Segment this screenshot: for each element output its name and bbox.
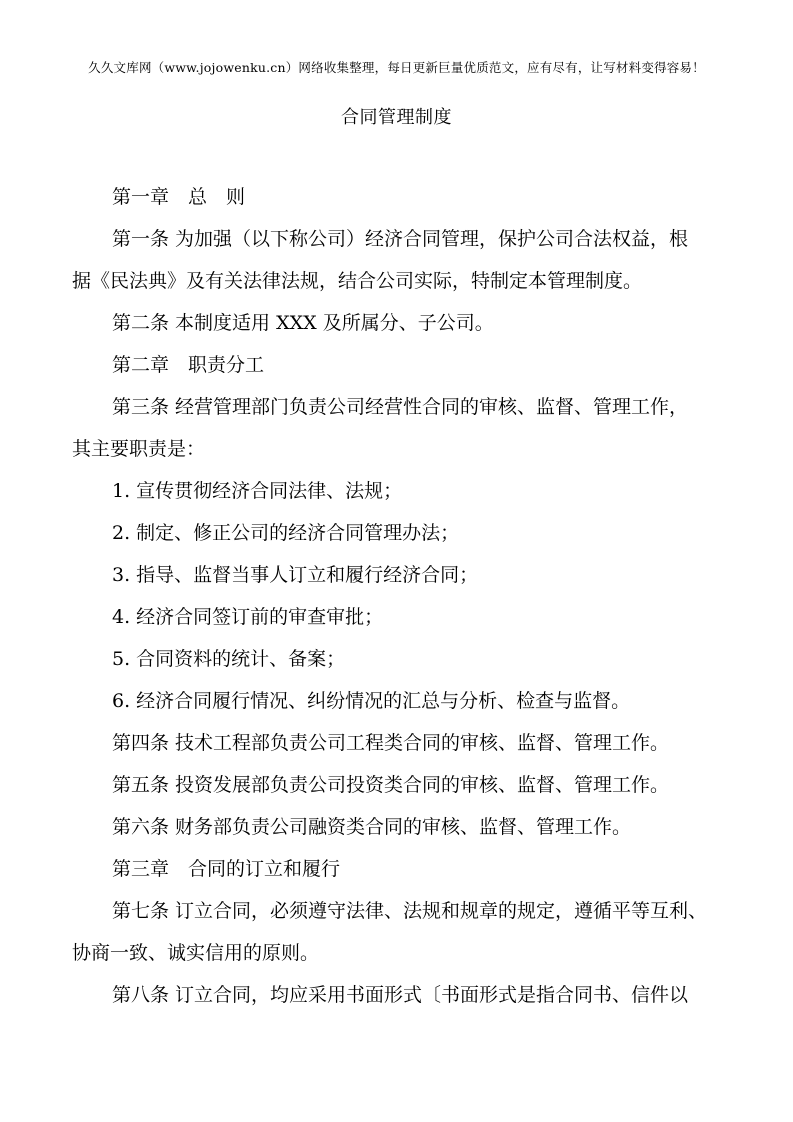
article-paragraph: 第三条 经营管理部门负责公司经营性合同的审核、监督、管理工作， <box>112 396 689 418</box>
article-paragraph: 协商一致、诚实信用的原则。 <box>72 942 320 964</box>
list-item: 1. 宣传贯彻经济合同法律、法规； <box>112 480 403 502</box>
website-header-note: 久久文库网（www.jojowenku.cn）网络收集整理，每日更新巨量优质范文，应有尽有，让写材料变得容易！ <box>88 60 705 75</box>
article-paragraph: 第七条 订立合同，必须遵守法律、法规和规章的规定，遵循平等互利、 <box>112 900 708 922</box>
article-paragraph: 据《民法典》及有关法律法规，结合公司实际，特制定本管理制度。 <box>72 270 643 292</box>
article-paragraph: 第六条 财务部负责公司融资类合同的审核、监督、管理工作。 <box>112 816 632 838</box>
document-title: 合同管理制度 <box>341 107 452 128</box>
chapter-heading: 第一章 总 则 <box>112 186 246 208</box>
list-item: 6. 经济合同履行情况、纠纷情况的汇总与分析、检查与监督。 <box>112 690 631 712</box>
list-item: 5. 合同资料的统计、备案； <box>112 648 346 670</box>
list-item: 2. 制定、修正公司的经济合同管理办法； <box>112 522 460 544</box>
chapter-heading: 第三章 合同的订立和履行 <box>112 858 341 880</box>
article-paragraph: 第二条 本制度适用 XXX 及所属分、子公司。 <box>112 312 494 334</box>
chapter-heading: 第二章 职责分工 <box>112 354 265 376</box>
article-paragraph: 第五条 投资发展部负责公司投资类合同的审核、监督、管理工作。 <box>112 774 670 796</box>
list-item: 4. 经济合同签订前的审查审批； <box>112 606 384 628</box>
article-paragraph: 第四条 技术工程部负责公司工程类合同的审核、监督、管理工作。 <box>112 732 670 754</box>
article-paragraph: 第八条 订立合同，均应采用书面形式〔书面形式是指合同书、信件以 <box>112 984 689 1006</box>
list-item: 3. 指导、监督当事人订立和履行经济合同； <box>112 564 479 586</box>
article-paragraph: 其主要职责是： <box>72 438 206 460</box>
article-paragraph: 第一条 为加强（以下称公司）经济合同管理，保护公司合法权益，根 <box>112 228 689 250</box>
